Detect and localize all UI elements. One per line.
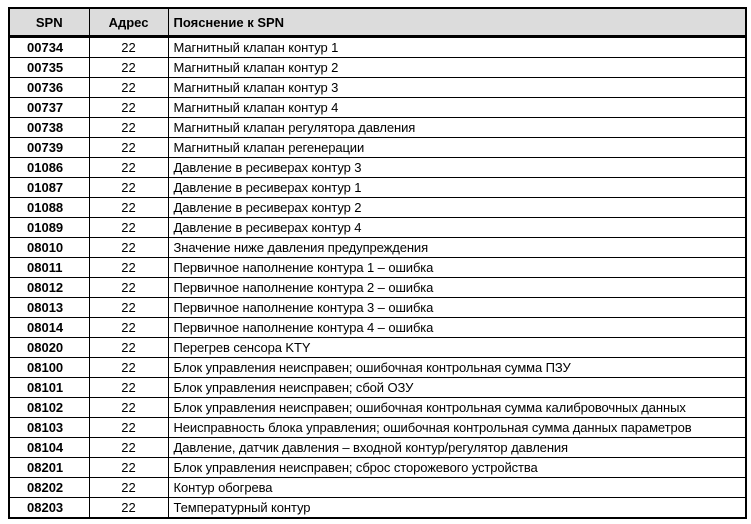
table-header (9, 8, 746, 37)
description-cell: Магнитный клапан контур 1 (168, 37, 746, 58)
spn-cell: 01089 (9, 218, 89, 238)
address-cell: 22 (89, 398, 168, 418)
spn-cell: 08104 (9, 438, 89, 458)
spn-cell: 00739 (9, 138, 89, 158)
spn-cell: 08202 (9, 478, 89, 498)
address-cell: 22 (89, 178, 168, 198)
spn-table (8, 7, 747, 519)
table-row (9, 37, 746, 58)
header-spn: SPN (9, 8, 89, 37)
table-row (9, 338, 746, 358)
table-row (9, 378, 746, 398)
spn-cell: 00735 (9, 58, 89, 78)
spn-cell: 01088 (9, 198, 89, 218)
table-row (9, 178, 746, 198)
table-row (9, 98, 746, 118)
address-cell: 22 (89, 238, 168, 258)
address-cell: 22 (89, 218, 168, 238)
table-row (9, 318, 746, 338)
description-cell: Давление в ресиверах контур 2 (168, 198, 746, 218)
header-row (9, 8, 746, 37)
description-cell: Температурный контур (168, 498, 746, 519)
address-cell: 22 (89, 438, 168, 458)
address-cell: 22 (89, 258, 168, 278)
description-cell: Перегрев сенсора KTY (168, 338, 746, 358)
description-cell: Магнитный клапан регенерации (168, 138, 746, 158)
description-cell: Давление в ресиверах контур 1 (168, 178, 746, 198)
description-cell: Магнитный клапан регулятора давления (168, 118, 746, 138)
spn-cell: 00737 (9, 98, 89, 118)
table-row (9, 358, 746, 378)
description-cell: Блок управления неисправен; ошибочная контрольная сумма ПЗУ (168, 358, 746, 378)
address-cell: 22 (89, 198, 168, 218)
table-row (9, 138, 746, 158)
address-cell: 22 (89, 498, 168, 519)
address-cell: 22 (89, 478, 168, 498)
address-cell: 22 (89, 458, 168, 478)
table-row (9, 438, 746, 458)
spn-cell: 00736 (9, 78, 89, 98)
address-cell: 22 (89, 138, 168, 158)
spn-cell: 08012 (9, 278, 89, 298)
address-cell: 22 (89, 98, 168, 118)
spn-cell: 08011 (9, 258, 89, 278)
address-cell: 22 (89, 118, 168, 138)
spn-cell: 00738 (9, 118, 89, 138)
table-row (9, 478, 746, 498)
table-row (9, 398, 746, 418)
address-cell: 22 (89, 37, 168, 58)
address-cell: 22 (89, 158, 168, 178)
description-cell: Первичное наполнение контура 3 – ошибка (168, 298, 746, 318)
spn-cell: 08201 (9, 458, 89, 478)
table-row (9, 258, 746, 278)
description-cell: Давление в ресиверах контур 4 (168, 218, 746, 238)
address-cell: 22 (89, 338, 168, 358)
table-row (9, 298, 746, 318)
address-cell: 22 (89, 378, 168, 398)
description-cell: Первичное наполнение контура 4 – ошибка (168, 318, 746, 338)
table-body (9, 37, 746, 519)
table-row (9, 158, 746, 178)
description-cell: Магнитный клапан контур 3 (168, 78, 746, 98)
table-row (9, 278, 746, 298)
address-cell: 22 (89, 278, 168, 298)
description-cell: Блок управления неисправен; ошибочная контрольная сумма калибровочных данных (168, 398, 746, 418)
header-address: Адрес (89, 8, 168, 37)
spn-cell: 01087 (9, 178, 89, 198)
table-row (9, 218, 746, 238)
description-cell: Давление, датчик давления – входной контур/регулятор давления (168, 438, 746, 458)
table-row (9, 418, 746, 438)
description-cell: Неисправность блока управления; ошибочная контрольная сумма данных параметров (168, 418, 746, 438)
description-cell: Первичное наполнение контура 1 – ошибка (168, 258, 746, 278)
table-row (9, 238, 746, 258)
description-cell: Значение ниже давления предупреждения (168, 238, 746, 258)
table-row (9, 198, 746, 218)
spn-cell: 08020 (9, 338, 89, 358)
spn-cell: 08203 (9, 498, 89, 519)
spn-cell: 08103 (9, 418, 89, 438)
description-cell: Магнитный клапан контур 2 (168, 58, 746, 78)
address-cell: 22 (89, 318, 168, 338)
address-cell: 22 (89, 78, 168, 98)
table-row (9, 498, 746, 519)
address-cell: 22 (89, 358, 168, 378)
description-cell: Блок управления неисправен; сбой ОЗУ (168, 378, 746, 398)
description-cell: Блок управления неисправен; сброс сторожевого устройства (168, 458, 746, 478)
address-cell: 22 (89, 418, 168, 438)
spn-cell: 00734 (9, 37, 89, 58)
spn-cell: 08102 (9, 398, 89, 418)
table-row (9, 458, 746, 478)
description-cell: Первичное наполнение контура 2 – ошибка (168, 278, 746, 298)
spn-cell: 08013 (9, 298, 89, 318)
spn-cell: 08010 (9, 238, 89, 258)
spn-cell: 08014 (9, 318, 89, 338)
spn-cell: 08101 (9, 378, 89, 398)
table-row (9, 78, 746, 98)
spn-cell: 01086 (9, 158, 89, 178)
table-row (9, 118, 746, 138)
address-cell: 22 (89, 298, 168, 318)
description-cell: Давление в ресиверах контур 3 (168, 158, 746, 178)
address-cell: 22 (89, 58, 168, 78)
header-description: Пояснение к SPN (168, 8, 746, 37)
description-cell: Контур обогрева (168, 478, 746, 498)
spn-cell: 08100 (9, 358, 89, 378)
table-row (9, 58, 746, 78)
description-cell: Магнитный клапан контур 4 (168, 98, 746, 118)
